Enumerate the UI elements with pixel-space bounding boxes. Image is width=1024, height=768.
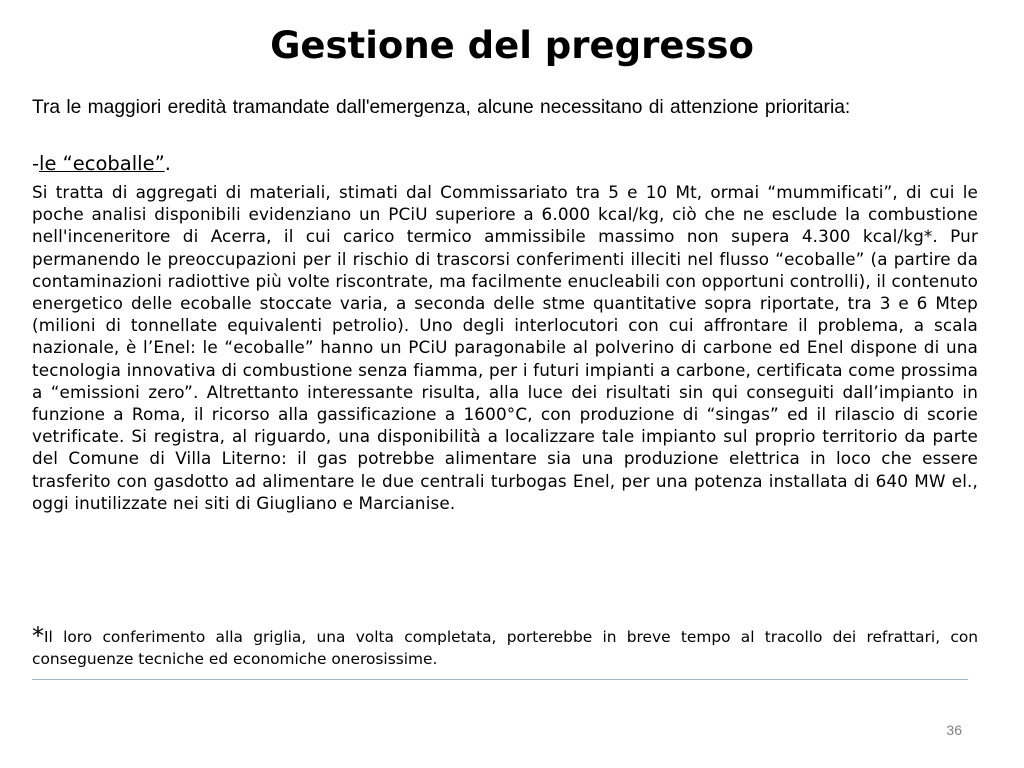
slide-title: Gestione del pregresso [270,24,754,67]
page-number: 36 [946,722,962,738]
bullet-prefix: - [32,152,40,175]
footer-divider [32,679,968,680]
footnote-text: Il loro conferimento alla griglia, una volta completata, porterebbe in breve tempo al tracollo dei refrattari, con conseguenze tecniche ed economiche onerosissime. [32,628,978,668]
intro-paragraph: Tra le maggiori eredità tramandate dall'emergenza, alcune necessitano di attenzione prioritaria: [32,97,851,118]
bullet-term: le “ecoballe” [39,152,165,175]
bullet-suffix: . [164,152,171,175]
footnote [32,622,978,670]
footnote-marker: * [32,622,44,650]
body-paragraph: Si tratta di aggregati di materiali, stimati dal Commissariato tra 5 e 10 Mt, ormai “mummificati”, di cui le poche analisi disponibili evidenziano un PCiU superiore a 6.000 kcal/kg, ciò che ne esclude la combustione nell'inceneritore di Acerra, il cui carico termico ammissibile massimo non supera 4.300 kcal/kg*. Pur permanendo le preoccupazioni per il rischio di trascorsi conferimenti illeciti nel flusso “ecoballe” (a partire da contaminazioni radiottive più volte riscontrate, ma facilmente enucleabili con opportuni controlli), il contenuto energetico delle ecoballe stoccate varia, a seconda delle stme quantitative sopra riportate, tra 3 e 6 Mtep (milioni di tonnellate equivalenti petrolio). Uno degli interlocutori con cui affrontare il problema, a scala nazionale, è l’Enel: le “ecoballe” hanno un PCiU paragonabile al polverino di carbone ed Enel dispone di una tecnologia innovativa di combustione senza fiamma, per i futuri impianti a carbone, certificata come prossima a “emissioni zero”. Altrettanto interessante risulta, alla luce dei risultati sin qui conseguiti dall’impianto in funzione a Roma, il ricorso alla gassificazione a 1600°C, con produzione di “singas” ed il rilascio di scorie vetrificate. Si registra, al riguardo, una disponibilità a localizzare tale impianto sul proprio territorio da parte del Comune di Villa Literno: il gas potrebbe alimentare sia una produzione elettrica in loco che essere trasferito con gasdotto ad alimentare le due centrali turbogas Enel, per una potenza installata di 640 MW el., oggi inutilizzate nei siti di Giugliano e Marcianise. [32,182,978,513]
bullet-item [32,150,978,178]
